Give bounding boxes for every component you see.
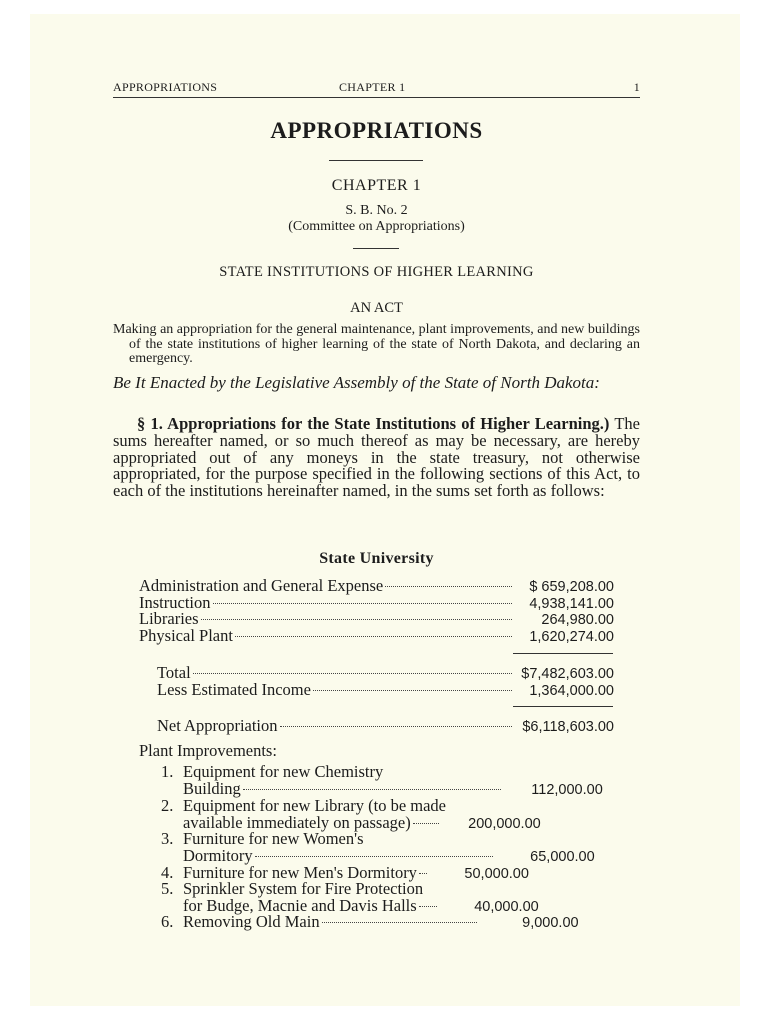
act-title-text: Making an appropriation for the general maintenance, plant improvements, and new buildings of the state institutions of higher learning of the state of North Dakota, and declaring an emergency. <box>113 322 640 366</box>
chapter-divider <box>353 248 399 249</box>
page-title: APPROPRIATIONS <box>270 118 483 143</box>
committee-line: (Committee on Appropriations) <box>288 219 465 234</box>
leader-dots <box>213 603 513 604</box>
item-text: Furniture for new Men's Dormitory <box>183 863 417 882</box>
section-heading: § 1. Appropriations for the State Institutions of Higher Learning.) <box>137 414 610 433</box>
page-number: 1 <box>633 80 640 94</box>
net-line <box>157 717 614 735</box>
item-number: 3. <box>161 829 174 848</box>
income-line <box>157 681 614 699</box>
institution-heading: State University <box>319 550 434 567</box>
act-heading: AN ACT <box>350 300 403 316</box>
income-label: Less Estimated Income <box>157 680 311 699</box>
item-amount: 65,000.00 <box>530 849 595 865</box>
income-amount: 1,364,000.00 <box>529 683 614 699</box>
item-amount: 40,000.00 <box>474 899 539 915</box>
net-label: Net Appropriation <box>157 716 278 735</box>
running-head-left: APPROPRIATIONS <box>113 80 218 94</box>
chapter-heading: CHAPTER 1 <box>331 177 422 194</box>
plant-heading: Plant Improvements: <box>139 741 277 760</box>
item-number: 5. <box>161 879 174 898</box>
leader-dots <box>193 673 512 674</box>
item-text: Sprinkler System for Fire Protection <box>183 879 424 898</box>
leader-dots <box>243 789 501 790</box>
net-amount: $6,118,603.00 <box>522 719 614 735</box>
net-rule <box>513 706 613 707</box>
expense-amount: $ 659,208.00 <box>529 579 614 595</box>
item-amount: 9,000.00 <box>522 915 579 931</box>
item-amount: 112,000.00 <box>531 782 603 798</box>
expense-amount: 264,980.00 <box>541 612 614 628</box>
item-text: Furniture for new Women's <box>183 829 364 848</box>
item-text: for Budge, Macnie and Davis Halls <box>183 896 417 915</box>
bill-number: S. B. No. 2 <box>345 203 408 218</box>
leader-dots <box>385 586 512 587</box>
title-divider <box>329 160 423 161</box>
item-amount: 50,000.00 <box>464 866 529 882</box>
section-text: The sums hereafter named, or so much thereof as may be necessary, are hereby appropriated out of any moneys in the state treasury, not otherwise appropriated, for the purpose specified in the following sections of this Act, to each of the institutions hereinafter named, in the sums set forth as follows: <box>113 414 640 501</box>
enacting-clause: Be It Enacted by the Legislative Assembly of the State of North Dakota: <box>113 373 600 392</box>
item-text: Equipment for new Chemistry <box>183 762 384 781</box>
expense-label: Administration and General Expense <box>139 576 384 595</box>
leader-dots <box>419 873 427 874</box>
item-text: Equipment for new Library (to be made <box>183 796 446 815</box>
leader-dots <box>419 906 437 907</box>
total-amount: $7,482,603.00 <box>521 666 614 682</box>
item-text: available immediately on passage) <box>183 813 411 832</box>
item-number: 6. <box>161 912 174 931</box>
item-text: Removing Old Main <box>183 912 320 931</box>
total-label: Total <box>157 663 191 682</box>
item-number: 2. <box>161 796 174 815</box>
expense-amount: 4,938,141.00 <box>529 596 614 612</box>
expense-amount: 1,620,274.00 <box>529 629 614 645</box>
leader-dots <box>413 823 439 824</box>
item-text: Building <box>183 779 241 798</box>
leader-dots <box>235 636 512 637</box>
leader-dots <box>201 619 512 620</box>
leader-dots <box>280 726 512 727</box>
subject-heading: STATE INSTITUTIONS OF HIGHER LEARNING <box>219 264 534 280</box>
leader-dots <box>322 922 477 923</box>
running-head-center: CHAPTER 1 <box>339 80 406 94</box>
item-number: 1. <box>161 762 174 781</box>
expense-label: Libraries <box>139 609 199 628</box>
leader-dots <box>313 690 512 691</box>
item-amount: 200,000.00 <box>468 816 541 832</box>
expense-label: Physical Plant <box>139 626 233 645</box>
section-1 <box>113 416 640 500</box>
leader-dots <box>255 856 493 857</box>
expense-line <box>139 627 614 645</box>
item-text: Dormitory <box>183 846 253 865</box>
sum-rule <box>513 653 613 654</box>
expense-label: Instruction <box>139 593 211 612</box>
item-line <box>183 913 614 931</box>
item-number: 4. <box>161 863 174 882</box>
running-head <box>113 78 640 98</box>
